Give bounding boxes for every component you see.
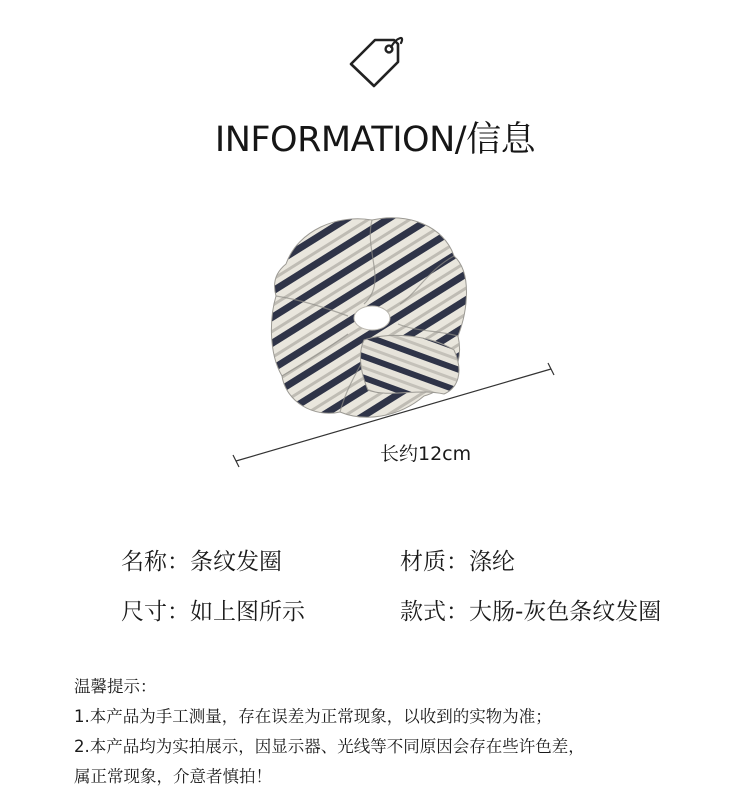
spec-material: 材质：涤纶 <box>400 549 515 575</box>
price-tag-icon <box>347 33 405 91</box>
notes-section <box>74 672 585 792</box>
notes-line: 2.本产品均为实拍展示，因显示器、光线等不同原因会存在些许色差， <box>74 737 585 756</box>
notes-line: 属正常现象，介意者慎拍！ <box>74 767 272 786</box>
notes-heading: 温馨提示： <box>74 677 157 696</box>
page-title: INFORMATION/信息 <box>214 120 536 160</box>
spec-style: 款式：大肠-灰色条纹发圈 <box>400 599 662 625</box>
notes-line: 1.本产品为手工测量，存在误差为正常现象，以收到的实物为准； <box>74 707 552 726</box>
spec-size: 尺寸：如上图所示 <box>121 599 305 625</box>
measurement-label: 长约12cm <box>380 443 472 465</box>
spec-name: 名称：条纹发圈 <box>121 549 282 575</box>
